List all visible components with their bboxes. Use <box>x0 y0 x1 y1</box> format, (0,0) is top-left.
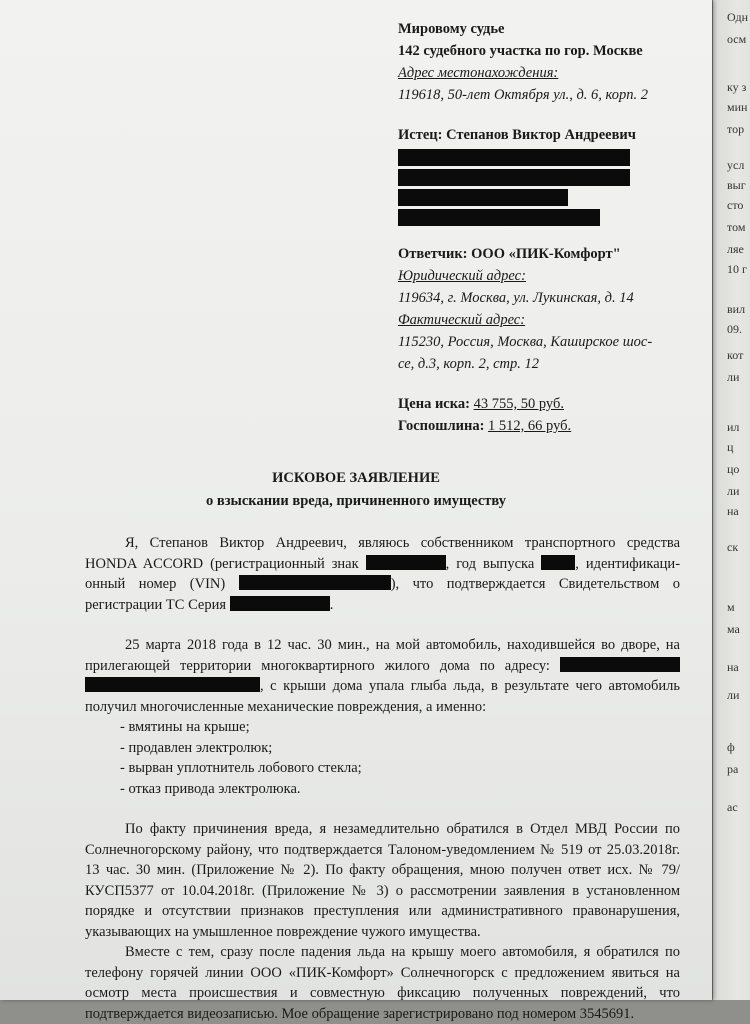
damage-list-item: - продавлен электролюк; <box>120 739 273 756</box>
addressee-block <box>398 18 698 437</box>
redacted-plate-number <box>366 555 446 570</box>
background-text-fragment: 10 г <box>727 262 747 276</box>
background-sheet <box>712 0 750 1000</box>
background-text-fragment: на <box>727 660 739 674</box>
state-duty-line <box>398 415 698 437</box>
legal-address: 119634, г. Москва, ул. Лукинская, д. 14 <box>398 290 634 306</box>
background-text-fragment: м <box>727 600 735 614</box>
background-text-fragment: ли <box>727 370 740 384</box>
state-duty-value: 1 512, 66 руб. <box>488 418 572 434</box>
redacted-plaintiff-info-1 <box>398 149 630 166</box>
background-text-fragment: кот <box>727 348 744 362</box>
paragraph-hotline-call: Вместе с тем, сразу после падения льда на крышу моего автомобиля, я обратился по телефону горячей линии ООО «ПИК-Комфорт» Солнечногорск с предложением явиться на осмотр места происшествия и совместную фиксацию полученных повреждений, что подтверждается видеозаписью. Мое обращение зарегистрировано под номером 3545691. <box>85 944 680 1022</box>
background-text-fragment: ф <box>727 740 735 754</box>
actual-address-line-1: 115230, Россия, Москва, Каширское шос- <box>398 334 653 350</box>
paragraph-incident: 25 марта 2018 года в 12 час. 30 мин., на мой автомобиль, находившейся во дворе, на прилегающей территории многоквартирного жилого дома по адресу: , с крыши дома упала глыба льда, в результате чего автомобиль получил многочисленные механические повреждения, а именно: <box>85 637 680 715</box>
damage-list <box>85 717 680 799</box>
background-text-fragment: ли <box>727 484 740 498</box>
document-body <box>85 533 680 1024</box>
background-text-fragment: мин <box>727 100 748 114</box>
background-text-fragment: ск <box>727 540 739 554</box>
defendant-name: ООО «ПИК-Комфорт" <box>471 246 621 262</box>
background-text-fragment: вил <box>727 302 746 316</box>
legal-address-label: Юридический адрес: <box>398 268 526 284</box>
defendant-line <box>398 243 698 265</box>
redacted-year <box>541 555 575 570</box>
background-text-fragment: ас <box>727 800 738 814</box>
redacted-address-1 <box>560 657 680 672</box>
judge-line-1: Мировому судье <box>398 21 505 37</box>
damage-list-item: - вырван уплотнитель лобового стекла; <box>120 760 362 776</box>
court-address-label: Адрес местонахождения: <box>398 65 559 81</box>
redacted-plaintiff-info-4 <box>398 209 600 226</box>
paragraph-police-report: По факту причинения вреда, я незамедлительно обратился в Отдел МВД России по Солнечногорскому району, что подтверждается Талоном-уведомлением № 519 от 25.03.2018г. 13 час. 30 мин. (Приложение № 2). По факту обращения, мною получен ответ исх. № 79/КУСП5377 от 10.04.2018г. (Приложение № 3) о рассмотрении заявления в установленном порядке и отсутствии признаков преступления или административного правонарушения, указывающих на умышленное повреждение чужого имущества. <box>85 821 680 940</box>
background-text-fragment: Одн <box>727 10 749 24</box>
defendant-label: Ответчик: <box>398 246 468 262</box>
background-text-fragment: ма <box>727 622 740 636</box>
claim-price-value: 43 755, 50 руб. <box>473 396 564 412</box>
redacted-vin <box>239 575 391 590</box>
plaintiff-label: Истец: <box>398 127 443 143</box>
judge-line-2: 142 судебного участка по гор. Москве <box>398 43 643 59</box>
background-text-fragment: осм <box>727 32 747 46</box>
plaintiff-line <box>398 124 698 146</box>
background-text-fragment: сто <box>727 198 744 212</box>
redacted-plaintiff-info-3 <box>398 189 568 206</box>
document-subtitle: о взыскании вреда, причиненного имуществу <box>206 493 506 509</box>
damage-list-item: - вмятины на крыше; <box>120 719 250 735</box>
background-text-fragment: ил <box>727 420 740 434</box>
claim-price-line <box>398 393 698 415</box>
background-text-fragment: том <box>727 220 746 234</box>
redacted-address-2 <box>85 677 260 692</box>
background-text-fragment: 09. <box>727 322 742 336</box>
background-text-fragment: ли <box>727 688 740 702</box>
damage-list-item: - отказ привода электролюка. <box>120 780 301 797</box>
background-text-fragment: ра <box>727 762 739 776</box>
document-title: ИСКОВОЕ ЗАЯВЛЕНИЕ <box>272 470 440 486</box>
claim-price-label: Цена иска: <box>398 396 470 412</box>
court-address: 119618, 50-лет Октября ул., д. 6, корп. 2 <box>398 87 649 103</box>
redacted-plaintiff-info-2 <box>398 169 630 186</box>
plaintiff-name: Степанов Виктор Андреевич <box>446 127 636 143</box>
background-text-fragment: цо <box>727 462 740 476</box>
background-text-fragment: усл <box>727 158 745 172</box>
background-text-fragment: на <box>727 504 739 518</box>
state-duty-label: Госпошлина: <box>398 418 485 434</box>
paragraph-ownership: Я, Степанов Виктор Андреевич, являюсь собственником транспортного средства HONDA ACCORD (регистрационный знак , год выпуска , идентификаци-онный номер (VIN) ), что подтверждается Свидетельством о регистрации ТС Серия . <box>85 535 681 613</box>
background-text-fragment: ку з <box>727 80 747 94</box>
actual-address-line-2: се, д.3, корп. 2, стр. 12 <box>398 356 540 372</box>
redacted-certificate-series <box>230 596 330 611</box>
background-text-fragment: ляе <box>727 242 744 256</box>
background-text-fragment: ц <box>727 440 734 454</box>
actual-address-label: Фактический адрес: <box>398 312 526 328</box>
background-text-fragment: тор <box>727 122 745 136</box>
background-text-fragment: выг <box>727 178 746 192</box>
